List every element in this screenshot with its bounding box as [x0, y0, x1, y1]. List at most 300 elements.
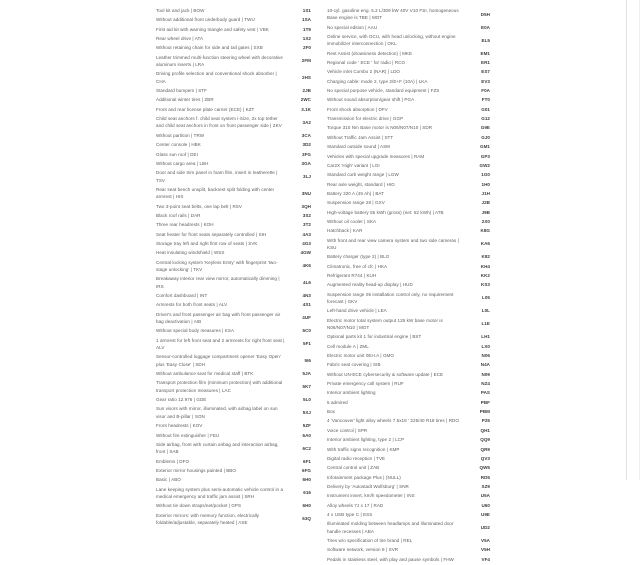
table-row — [156, 203, 311, 212]
equipment-code: L0L — [481, 308, 490, 314]
table-row — [156, 160, 311, 169]
equipment-code: E0A — [481, 24, 490, 30]
equipment-description: Without fire extinguisher | FEU — [156, 432, 220, 438]
table-row — [327, 361, 490, 370]
equipment-description: Instrument insert, km/h speedometer | INS — [327, 493, 415, 499]
table-row — [156, 186, 311, 203]
equipment-description: Side airbag, front with curtain airbag and interaction airbag, front | SAB — [156, 441, 279, 455]
equipment-code: 6FG — [302, 467, 311, 473]
table-row — [327, 153, 490, 162]
table-row — [327, 537, 490, 546]
table-row — [156, 231, 311, 240]
equipment-description: Augmented reality head-up display | HUD — [327, 282, 413, 288]
equipment-code: 3T2 — [303, 222, 311, 228]
equipment-code: N09 — [481, 371, 490, 377]
table-row — [327, 115, 490, 124]
equipment-description: Heat insulating windshield | WSS — [156, 250, 225, 256]
table-row — [156, 151, 311, 160]
table-row — [156, 502, 311, 511]
equipment-description: Interior ambient lighting — [327, 390, 376, 396]
equipment-description: Suspension range 05 installation control only, no requirement forecast | GKV — [327, 291, 454, 304]
equipment-code: 1G0 — [481, 172, 490, 178]
table-row — [327, 436, 490, 445]
equipment-code: KA6 — [480, 241, 490, 247]
equipment-code: 3.1K — [301, 106, 311, 112]
table-row — [156, 311, 311, 328]
equipment-code: G12 — [481, 116, 490, 122]
equipment-description: 10-cyl. gasoline eng. 5.2 L/309 kW 40V V10 FSI, homogeneous Base engine is TBE | MOT — [327, 8, 459, 21]
table-row — [156, 44, 311, 53]
table-row — [156, 486, 311, 503]
right-code-table — [327, 7, 490, 565]
equipment-description: Pedals in stainless steel, with play and pause symbols | FHW — [327, 556, 454, 562]
table-row — [156, 512, 311, 529]
table-row — [327, 96, 490, 105]
equipment-code: 3NU — [301, 190, 311, 196]
table-row — [156, 275, 311, 292]
equipment-description: Private emergency call system | RUF — [327, 381, 404, 387]
table-row — [327, 124, 490, 133]
equipment-description: Center console | HBK — [156, 142, 201, 148]
equipment-description: Armrests for both front seats | ALV — [156, 302, 228, 308]
equipment-description: Without partition | TRW — [156, 132, 205, 138]
table-row — [327, 253, 490, 262]
equipment-description: Glass sun roof | DEI — [156, 151, 198, 157]
equipment-code: 3LJ — [303, 173, 311, 179]
table-row — [156, 106, 311, 115]
equipment-description: Left-hand drive vehicle | LEA — [327, 308, 387, 314]
equipment-description: Suspension range 28 | GXV — [327, 200, 385, 206]
equipment-description: Without tie down straps/net/pocket | GPS — [156, 503, 242, 509]
table-row — [327, 171, 490, 180]
equipment-code: 1SA — [302, 17, 311, 23]
equipment-code: 6H0 — [302, 477, 311, 483]
equipment-code: P25 — [481, 418, 490, 424]
equipment-description: Child seat anchors f. child seat system i-Size, 2x top tether and child seat anchors in front on front passenger side | ZKV — [156, 116, 282, 129]
equipment-code: K82 — [481, 254, 490, 260]
equipment-description: Three rear headrests | KOH — [156, 222, 214, 228]
equipment-code: GW2 — [479, 162, 490, 168]
table-row — [156, 141, 311, 150]
table-row — [327, 24, 490, 33]
equipment-description: Gear ratio 12.976 | GDE — [156, 397, 207, 403]
table-row — [327, 417, 490, 426]
table-row — [156, 370, 311, 379]
equipment-code: 3QH — [301, 203, 311, 209]
equipment-description: Front and rear license plate carrier (ECE) | KZT — [156, 106, 255, 112]
equipment-code: GJ0 — [481, 134, 490, 140]
equipment-code: 2FM — [301, 58, 311, 64]
equipment-description: Breakaway interior rear view mirror, automatically dimming | IRS — [156, 276, 280, 289]
left-code-table — [156, 7, 311, 528]
equipment-description: Leather trimmed multi-function steering wheel with decorative aluminum inserts | LRA — [156, 54, 283, 68]
equipment-description: Regional code ' ECE ' for radio | RCO — [327, 60, 406, 66]
table-row — [327, 68, 490, 77]
equipment-description: Vehicles with special upgrade measures | RAM — [327, 153, 425, 159]
equipment-code: 3FG — [302, 151, 311, 157]
equipment-code: QV3 — [480, 455, 490, 461]
table-row — [327, 272, 490, 281]
equipment-code: G01 — [481, 106, 490, 112]
equipment-code: 1X2 — [302, 36, 311, 42]
equipment-code: V5H — [481, 547, 490, 553]
table-row — [327, 502, 490, 511]
table-row — [156, 16, 311, 25]
equipment-code: FT0 — [481, 97, 490, 103]
equipment-code: SZ9 — [481, 483, 490, 489]
equipment-description: Infotainment package Plus | (NULL) — [327, 474, 401, 480]
equipment-code: UD2 — [480, 524, 490, 530]
code-columns — [156, 7, 628, 565]
equipment-description: Rear seat bench unsplit, backrest split folding with center armrest | HIS — [156, 186, 275, 200]
table-row — [327, 263, 490, 272]
equipment-description: Standard outside sound | ASM — [327, 144, 390, 150]
equipment-description: Online service, with OCU, with head unlocking, without engine immobilizer interconnection | OKL — [327, 34, 456, 47]
equipment-code: L05 — [482, 295, 490, 301]
table-row — [327, 33, 490, 50]
equipment-description: Central locking system 'Keyless Entry' with fingerprint 'two-stage unlocking' | TKV — [156, 259, 278, 272]
equipment-code: D5H — [480, 11, 490, 17]
table-row — [327, 520, 490, 537]
equipment-description: Front headrests | KOV — [156, 423, 203, 429]
equipment-description: Driving profile selection and conventional shock absorber | CHA — [156, 71, 277, 84]
table-row — [156, 132, 311, 141]
equipment-description: Exterior mirrors: with memory function, electrically foldable/adjustable, separately heated | ASE — [156, 512, 260, 525]
equipment-code: EV3 — [481, 78, 490, 84]
equipment-description: Standard curb weight range | LGW — [327, 172, 399, 178]
equipment-description: Storage tray left and right first row of seats | SVK — [156, 240, 258, 246]
equipment-description: Sun visors with mirror, illuminated, with airbag label on sun visor and B-pillar | SON — [156, 406, 278, 419]
table-row — [327, 134, 490, 143]
table-row — [327, 333, 490, 342]
equipment-code: 4GW — [300, 250, 311, 256]
equipment-code: 3D2 — [302, 142, 311, 148]
equipment-description: Without retaining chain for side and tail gates | SXB — [156, 45, 263, 51]
table-row — [156, 476, 311, 485]
equipment-code: 6C2 — [302, 445, 311, 451]
table-row — [327, 307, 490, 316]
equipment-code: 6F1 — [303, 458, 311, 464]
equipment-description: Exterior mirror housings painted | BBO — [156, 467, 236, 473]
table-row — [327, 464, 490, 473]
equipment-description: Fabric seat covering | SIB — [327, 362, 381, 368]
equipment-description: With traffic signs recognition | KMP — [327, 446, 400, 452]
equipment-code: 4N3 — [302, 293, 311, 298]
equipment-description: Tool kit and jack | BOW — [156, 8, 205, 13]
equipment-description: Vehicle inlet Combo 2 (NAR) | LDO — [327, 69, 400, 75]
table-row — [327, 162, 490, 171]
equipment-code: KS3 — [481, 282, 490, 288]
equipment-description: Rest Assist (drowsiness detection) | MKE — [327, 50, 413, 56]
equipment-code: ES7 — [481, 69, 490, 75]
equipment-description: Comfort dashboard | INT — [156, 293, 208, 298]
equipment-code: RD5 — [480, 474, 490, 480]
equipment-code: 4S1 — [302, 302, 311, 308]
equipment-code: QW5 — [479, 465, 490, 471]
equipment-description: Cell module A | ZML — [327, 343, 369, 349]
equipment-description: 4 'Vancouver' light alloy wheels 7.5x18 ' 225/40 R18 tires | RDO — [327, 418, 459, 424]
equipment-code: KK2 — [480, 272, 490, 278]
equipment-code: EM1 — [480, 50, 490, 56]
equipment-description: Car2X 'High' variant | LGI — [327, 162, 380, 168]
equipment-code: PAS — [480, 390, 490, 396]
equipment-description: First aid kit with warning triangle and safety vest | VBK — [156, 26, 269, 32]
table-row — [327, 7, 490, 24]
equipment-description: No special purpose vehicle, standard equipment | FZS — [327, 88, 440, 94]
table-row — [327, 181, 490, 190]
equipment-code: 4UF — [302, 315, 311, 321]
equipment-description: Hatchback | KAR — [327, 228, 363, 234]
equipment-code: 4G3 — [302, 240, 311, 246]
equipment-description: Without UN-ECE cybersecurity & software update | ECE — [327, 371, 444, 377]
equipment-code: 2WC — [300, 97, 311, 103]
table-row — [156, 212, 311, 221]
table-row — [156, 169, 311, 186]
equipment-description: Transport protection film (minimum protection) with additional transport protection measures | LAC — [156, 380, 283, 393]
equipment-code: K8G — [480, 228, 490, 234]
table-row — [327, 389, 490, 398]
equipment-description: Sensor-controlled luggage compartment opener 'Easy Open' plus 'Easy Close' | SDH — [156, 354, 281, 367]
table-row — [156, 432, 311, 441]
table-row — [327, 209, 490, 218]
table-row — [156, 379, 311, 396]
equipment-code: J9B — [481, 209, 490, 215]
equipment-code: 5F1 — [303, 341, 311, 347]
equipment-code: 2HS — [302, 75, 311, 81]
table-row — [327, 237, 490, 254]
table-row — [327, 190, 490, 199]
equipment-description: Without special body measures | KSA — [156, 328, 235, 334]
equipment-description: Charging cable: mode 2, type 2/E+F (10A) | LKA — [327, 78, 428, 84]
equipment-code: 5L0 — [303, 397, 311, 403]
table-row — [327, 556, 490, 565]
equipment-code: NZ4 — [481, 381, 490, 387]
equipment-description: Without additional front underbody guard | TWU — [156, 17, 255, 23]
equipment-code: 5JA — [302, 371, 311, 377]
equipment-code: 3GA — [301, 160, 311, 166]
table-row — [327, 446, 490, 455]
table-row — [156, 441, 311, 458]
equipment-code: 616 — [303, 490, 311, 496]
equipment-code: KH4 — [480, 263, 490, 269]
equipment-description: Seat heater for front seats separately controlled | SIH — [156, 231, 267, 237]
equipment-description: Two 3-point seat belts, one lap belt | RSV — [156, 203, 242, 209]
equipment-description: Electric motor total system output 125 kW base motor is N06/N07/N10 | MOT — [327, 317, 443, 331]
equipment-description: Voice control | SPR — [327, 427, 368, 433]
equipment-description: Door and side trim panel in foam film, insert in leatherette | TSV — [156, 170, 278, 183]
equipment-description: Interior ambient lighting, type 2 | LCP — [327, 437, 405, 443]
table-row — [156, 422, 311, 431]
equipment-code: 5XJ — [302, 410, 311, 416]
equipment-code: PBM — [479, 409, 490, 415]
table-row — [156, 70, 311, 87]
table-row — [327, 546, 490, 555]
equipment-description: 4 x USB type C | ESS — [327, 511, 373, 517]
equipment-code: 5ZF — [302, 423, 311, 429]
table-row — [327, 483, 490, 492]
equipment-description: With front and rear view camera system and two side cameras | KSU — [327, 237, 459, 250]
equipment-description: Standard bumpers | STF — [156, 88, 207, 94]
table-row — [327, 427, 490, 436]
equipment-description: Digital radio reception | TVE — [327, 455, 386, 461]
equipment-code: 4K6 — [302, 263, 311, 269]
equipment-code: 2X0 — [481, 218, 490, 224]
table-row — [156, 35, 311, 44]
table-row — [156, 292, 311, 301]
table-row — [156, 301, 311, 310]
table-row — [327, 291, 490, 308]
equipment-code: L1E — [481, 321, 490, 327]
equipment-description: Tires w/o specification of tire brand | REL — [327, 537, 413, 543]
equipment-code: 63Q — [302, 516, 311, 522]
equipment-code: U9E — [481, 511, 490, 517]
table-row — [156, 327, 311, 336]
equipment-description: Without Traffic Jam Assist | STT — [327, 134, 394, 140]
equipment-code: V5A — [481, 537, 490, 543]
equipment-description: Climatronic, free of cfc | HKA — [327, 263, 388, 269]
equipment-description: Battery charger (type 2) | BLG — [327, 254, 390, 260]
equipment-description: Electric motor unit 0EH.A | GMO — [327, 353, 394, 359]
equipment-description: Without sound absorption/gear shift | PGA — [327, 97, 415, 103]
equipment-code: LH1 — [481, 334, 490, 340]
equipment-code: N06 — [481, 353, 490, 359]
right-code-column — [327, 7, 490, 565]
equipment-code: 5I6 — [304, 358, 311, 364]
equipment-code: QR9 — [480, 446, 490, 452]
equipment-description: Without oil cooler | SKA — [327, 218, 377, 224]
equipment-description: Without cargo area | LBH — [156, 160, 209, 166]
equipment-description: High-voltage battery 55 kWh (gross) (net: 52 kWh) | ATB — [327, 209, 444, 215]
table-row — [327, 371, 490, 380]
equipment-code: 5C0 — [302, 328, 311, 334]
table-row — [156, 396, 311, 405]
equipment-code: U5A — [480, 493, 490, 499]
equipment-code: 6H0 — [302, 503, 311, 509]
table-row — [156, 115, 311, 132]
table-row — [156, 353, 311, 370]
equipment-code: 4A3 — [302, 231, 311, 237]
table-row — [327, 474, 490, 483]
equipment-description: Central control unit | ZAB — [327, 465, 380, 471]
table-row — [156, 458, 311, 467]
table-row — [327, 317, 490, 334]
table-row — [327, 199, 490, 208]
equipment-description: Illuminated molding between headlamps and illuminated door handle recesses | ABA — [327, 521, 454, 534]
equipment-description: Battery 320 A (49 Ah) | BAT — [327, 190, 384, 196]
equipment-description: Rear axle weight, standard | HIG — [327, 181, 395, 187]
equipment-description: 1 armrest for left front seat and 2 armrests for right front seat | ALV — [156, 337, 285, 351]
equipment-code: 1H0 — [481, 181, 490, 187]
equipment-code: 5K7 — [302, 384, 311, 390]
table-row — [156, 259, 311, 276]
table-row — [327, 59, 490, 68]
equipment-code: PBF — [480, 399, 490, 405]
equipment-description: Alloy wheels 7J x 17 | RAD — [327, 502, 384, 508]
equipment-description: Box — [327, 409, 335, 415]
equipment-code: 4L6 — [303, 279, 311, 285]
equipment-description: Driver's and front passenger air bag with front passenger air bag deactivation | AIB — [156, 311, 281, 325]
equipment-code: J2B — [481, 200, 490, 206]
equipment-description: Refrigerant R744 | KUH — [327, 272, 377, 278]
equipment-code: 6A0 — [302, 432, 311, 438]
table-row — [327, 380, 490, 389]
equipment-code: LX0 — [481, 343, 490, 349]
equipment-description: Optional parts kit 1 for industrial engine | BST — [327, 334, 422, 340]
equipment-code: N4A — [480, 362, 490, 368]
equipment-code: 2JB — [302, 88, 311, 94]
equipment-description: Black roof rails | DAR — [156, 212, 201, 218]
equipment-code: QH1 — [480, 427, 490, 433]
equipment-description: Software network, version 8 | SVR — [327, 547, 399, 553]
equipment-code: QQ9 — [480, 437, 490, 443]
equipment-code: U60 — [481, 502, 490, 508]
equipment-description: Basic | ABO — [156, 477, 181, 483]
table-row — [327, 281, 490, 290]
table-row — [327, 218, 490, 227]
table-row — [156, 240, 311, 249]
table-row — [327, 106, 490, 115]
table-row — [327, 78, 490, 87]
table-row — [156, 87, 311, 96]
table-row — [327, 227, 490, 236]
equipment-description: Lane keeping system plus semi-automatic vehicle control in a medical emergency and traffic jam assist | SRH — [156, 486, 284, 499]
table-row — [327, 492, 490, 501]
table-row — [156, 467, 311, 476]
table-row — [156, 337, 311, 354]
equipment-code: VF4 — [481, 556, 490, 562]
equipment-description: Transmission for electric drive | GGP — [327, 116, 404, 122]
table-row — [156, 7, 311, 16]
equipment-description: No special edition | AAU — [327, 24, 378, 30]
equipment-description: Emblems | DFO — [156, 458, 190, 464]
equipment-code: G9E — [480, 125, 490, 131]
left-code-column — [156, 7, 311, 528]
equipment-description: Torque 310 Nm Base motor is N06/N07/N10 | SDR — [327, 125, 433, 131]
table-row — [156, 54, 311, 71]
table-row — [327, 143, 490, 152]
table-row — [327, 399, 490, 408]
equipment-code: ER1 — [481, 60, 490, 66]
equipment-description: 5 admired — [327, 399, 348, 405]
table-row — [327, 343, 490, 352]
equipment-code: 3A2 — [302, 119, 311, 125]
table-row — [156, 249, 311, 258]
table-row — [327, 50, 490, 59]
equipment-description: Delivery by 'Autostadt Wolfsburg' | SNR — [327, 483, 409, 489]
table-row — [156, 221, 311, 230]
equipment-code: 1T9 — [303, 26, 311, 32]
table-row — [327, 511, 490, 520]
table-row — [327, 408, 490, 417]
equipment-description: Without ambulance seat for medical staff | BTK — [156, 371, 254, 377]
equipment-code: 3CA — [301, 132, 311, 138]
equipment-description: Rear wheel drive | ATA — [156, 36, 204, 42]
equipment-code: J1H — [481, 190, 490, 196]
equipment-code: GP3 — [480, 153, 490, 159]
equipment-code: EL5 — [481, 37, 490, 43]
table-row — [156, 26, 311, 35]
table-row — [327, 352, 490, 361]
table-row — [156, 405, 311, 422]
equipment-code: 1S1 — [302, 8, 311, 13]
equipment-code: 3S2 — [302, 212, 311, 218]
table-row — [327, 87, 490, 96]
equipment-code: F0A — [481, 88, 490, 94]
equipment-description: Additional winter tires | ZBR — [156, 97, 214, 103]
equipment-code: GM1 — [480, 144, 490, 150]
table-row — [156, 96, 311, 105]
equipment-description: Front shock absorption | DFV — [327, 106, 388, 112]
